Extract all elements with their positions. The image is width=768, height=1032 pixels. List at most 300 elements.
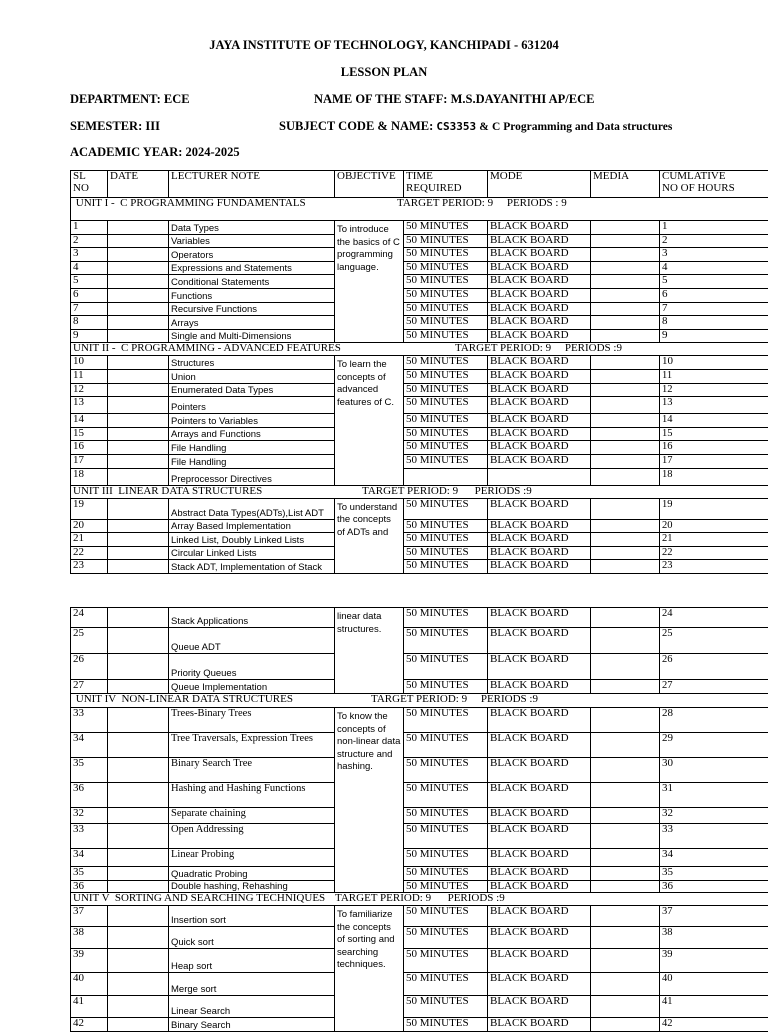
time-required-cell: 50 MINUTES [404,397,488,414]
media-cell [591,708,660,733]
unit-header-row [71,198,768,221]
table-row [71,758,768,783]
media-cell [591,288,660,302]
time-required-cell: 50 MINUTES [404,275,488,289]
cumulative-hours-cell: 31 [660,783,768,808]
mode-cell: BLACK BOARD [488,949,591,973]
lecturer-note-cell: Expressions and Statements [169,261,335,275]
unit-header-row [71,893,768,906]
unit-title: UNIT IV NON-LINEAR DATA STRUCTURES [73,694,293,706]
time-required-cell: 50 MINUTES [404,927,488,949]
media-cell [591,221,660,235]
media-cell [591,867,660,881]
sl-no-cell: 18 [71,468,108,485]
unit-title: UNIT I - C PROGRAMMING FUNDAMENTALS [73,198,306,210]
semester: SEMESTER: III [70,119,160,134]
sl-no-cell: 22 [71,546,108,560]
sl-no-cell: 23 [71,560,108,574]
time-required-cell: 50 MINUTES [404,248,488,262]
table-row [71,454,768,468]
lecturer-note-cell: Abstract Data Types(ADTs),List ADT [169,498,335,519]
media-cell [591,906,660,927]
time-required-cell: 50 MINUTES [404,628,488,654]
sl-no-cell: 13 [71,397,108,414]
time-required-cell: 50 MINUTES [404,546,488,560]
time-required-cell: 50 MINUTES [404,498,488,519]
lecturer-note-cell: Stack ADT, Implementation of Stack [169,560,335,574]
date-cell [108,316,169,330]
media-cell [591,329,660,343]
media-cell [591,427,660,441]
col-time-required: TIME REQUIRED [404,171,488,198]
media-cell [591,849,660,867]
sl-no-cell: 35 [71,867,108,881]
mode-cell: BLACK BOARD [488,316,591,330]
lecturer-note-cell: Linear Probing [169,849,335,867]
cumulative-hours-cell: 25 [660,628,768,654]
subject-line [279,119,672,134]
lecturer-note-cell: Hashing and Hashing Functions [169,783,335,808]
date-cell [108,414,169,428]
mode-cell: BLACK BOARD [488,383,591,397]
time-required-cell: 50 MINUTES [404,302,488,316]
subject-name: C Programming and Data structures [492,121,672,133]
mode-cell: BLACK BOARD [488,454,591,468]
lecturer-note-cell: Merge sort [169,973,335,996]
objective-cell: To familiarize the concepts of sorting and searching techniques. [335,906,404,1032]
lecturer-note-cell: Priority Queues [169,654,335,680]
media-cell [591,275,660,289]
date-cell [108,996,169,1018]
sl-no-cell: 33 [71,824,108,849]
sl-no-cell: 37 [71,906,108,927]
mode-cell: BLACK BOARD [488,560,591,574]
cumulative-hours-cell: 12 [660,383,768,397]
lecturer-note-cell: Queue ADT [169,628,335,654]
cumulative-hours-cell: 30 [660,758,768,783]
time-required-cell: 50 MINUTES [404,234,488,248]
lecturer-note-cell: Linear Search [169,996,335,1018]
cumulative-hours-cell: 10 [660,356,768,370]
time-required-cell: 50 MINUTES [404,949,488,973]
cumulative-hours-cell: 27 [660,680,768,694]
media-cell [591,468,660,485]
date-cell [108,546,169,560]
table-row [71,560,768,574]
sl-no-cell: 6 [71,288,108,302]
table-row [71,427,768,441]
lecturer-note-cell: Array Based Implementation [169,519,335,533]
table-row [71,468,768,485]
staff-name: NAME OF THE STAFF: M.S.DAYANITHI AP/ECE [314,92,594,107]
objective-cell: linear data structures. [335,608,404,694]
date-cell [108,397,169,414]
mode-cell: BLACK BOARD [488,519,591,533]
sl-no-cell: 3 [71,248,108,262]
time-required-cell: 50 MINUTES [404,329,488,343]
mode-cell: BLACK BOARD [488,867,591,881]
table-row [71,680,768,694]
date-cell [108,824,169,849]
department: DEPARTMENT: ECE [70,92,190,107]
unit-target-periods: TARGET PERIOD: 9 PERIODS :9 [362,486,532,497]
media-cell [591,546,660,560]
institute-name: JAYA INSTITUTE OF TECHNOLOGY, KANCHIPADI - 631204 [0,38,768,53]
subject-label: SUBJECT CODE & NAME: [279,119,433,133]
cumulative-hours-cell: 2 [660,234,768,248]
time-required-cell: 50 MINUTES [404,881,488,893]
sl-no-cell: 19 [71,498,108,519]
unit-header-row [71,485,768,498]
unit-header-row [71,694,768,708]
mode-cell: BLACK BOARD [488,808,591,824]
table-row [71,498,768,519]
cumulative-hours-cell: 22 [660,546,768,560]
table-row [71,733,768,758]
mode-cell: BLACK BOARD [488,441,591,455]
table-row [71,708,768,733]
cumulative-hours-cell: 41 [660,996,768,1018]
cumulative-hours-cell: 6 [660,288,768,302]
cumulative-hours-cell: 42 [660,1018,768,1032]
time-required-cell [404,468,488,485]
col-sl-no: SL NO [71,171,108,198]
mode-cell: BLACK BOARD [488,288,591,302]
sl-no-cell: 12 [71,383,108,397]
mode-cell: BLACK BOARD [488,758,591,783]
date-cell [108,608,169,628]
cumulative-hours-cell: 11 [660,369,768,383]
mode-cell: BLACK BOARD [488,221,591,235]
unit-target-periods: TARGET PERIOD: 9 PERIODS :9 [335,893,505,904]
table-row [71,783,768,808]
cumulative-hours-cell: 3 [660,248,768,262]
lecturer-note-cell: Tree Traversals, Expression Trees [169,733,335,758]
cumulative-hours-cell: 14 [660,414,768,428]
date-cell [108,628,169,654]
mode-cell: BLACK BOARD [488,708,591,733]
cumulative-hours-cell: 1 [660,221,768,235]
sl-no-cell: 24 [71,608,108,628]
media-cell [591,758,660,783]
cumulative-hours-cell: 7 [660,302,768,316]
media-cell [591,234,660,248]
date-cell [108,498,169,519]
lecturer-note-cell: Arrays and Functions [169,427,335,441]
media-cell [591,302,660,316]
sl-no-cell: 15 [71,427,108,441]
media-cell [591,949,660,973]
lecturer-note-cell: Pointers [169,397,335,414]
cumulative-hours-cell: 37 [660,906,768,927]
sl-no-cell: 34 [71,849,108,867]
lecturer-note-cell: Linked List, Doubly Linked Lists [169,533,335,547]
lecturer-note-cell: Recursive Functions [169,302,335,316]
mode-cell: BLACK BOARD [488,1018,591,1032]
time-required-cell: 50 MINUTES [404,680,488,694]
table-row [71,949,768,973]
media-cell [591,927,660,949]
sl-no-cell: 7 [71,302,108,316]
sl-no-cell: 39 [71,949,108,973]
time-required-cell: 50 MINUTES [404,288,488,302]
mode-cell: BLACK BOARD [488,733,591,758]
col-lecturer-note: LECTURER NOTE [169,171,335,198]
date-cell [108,329,169,343]
media-cell [591,973,660,996]
time-required-cell: 50 MINUTES [404,758,488,783]
date-cell [108,973,169,996]
sl-no-cell: 8 [71,316,108,330]
date-cell [108,654,169,680]
cumulative-hours-cell: 40 [660,973,768,996]
time-required-cell: 50 MINUTES [404,356,488,370]
cumulative-hours-cell: 17 [660,454,768,468]
lecturer-note-cell: Pointers to Variables [169,414,335,428]
mode-cell: BLACK BOARD [488,397,591,414]
date-cell [108,733,169,758]
sl-no-cell: 26 [71,654,108,680]
cumulative-hours-cell: 21 [660,533,768,547]
media-cell [591,261,660,275]
table-row [71,608,768,628]
media-cell [591,248,660,262]
mode-cell: BLACK BOARD [488,973,591,996]
cumulative-hours-cell: 39 [660,949,768,973]
mode-cell: BLACK BOARD [488,356,591,370]
sl-no-cell: 1 [71,221,108,235]
table-row [71,519,768,533]
unit-title: UNIT II - C PROGRAMMING - ADVANCED FEATURES [73,343,341,355]
lecturer-note-cell: Structures [169,356,335,370]
sl-no-cell: 11 [71,369,108,383]
date-cell [108,560,169,574]
sl-no-cell: 16 [71,441,108,455]
cumulative-hours-cell: 20 [660,519,768,533]
table-row [71,302,768,316]
date-cell [108,680,169,694]
sl-no-cell: 32 [71,808,108,824]
media-cell [591,680,660,694]
time-required-cell: 50 MINUTES [404,654,488,680]
time-required-cell: 50 MINUTES [404,824,488,849]
cumulative-hours-cell: 29 [660,733,768,758]
lecturer-note-cell: Binary Search Tree [169,758,335,783]
table-row [71,927,768,949]
mode-cell: BLACK BOARD [488,654,591,680]
mode-cell: BLACK BOARD [488,849,591,867]
lecturer-note-cell: Quick sort [169,927,335,949]
date-cell [108,906,169,927]
lecturer-note-cell: Arrays [169,316,335,330]
table-row [71,881,768,893]
sl-no-cell: 35 [71,758,108,783]
cumulative-hours-cell: 5 [660,275,768,289]
time-required-cell: 50 MINUTES [404,533,488,547]
sl-no-cell: 14 [71,414,108,428]
table-row [71,397,768,414]
time-required-cell: 50 MINUTES [404,733,488,758]
table-row [71,221,768,235]
cumulative-hours-cell: 16 [660,441,768,455]
lecturer-note-cell: Heap sort [169,949,335,973]
sl-no-cell: 41 [71,996,108,1018]
mode-cell: BLACK BOARD [488,906,591,927]
media-cell [591,454,660,468]
media-cell [591,441,660,455]
cumulative-hours-cell: 8 [660,316,768,330]
table-row [71,234,768,248]
mode-cell: BLACK BOARD [488,329,591,343]
mode-cell: BLACK BOARD [488,302,591,316]
sl-no-cell: 33 [71,708,108,733]
time-required-cell: 50 MINUTES [404,996,488,1018]
mode-cell: BLACK BOARD [488,628,591,654]
cumulative-hours-cell: 38 [660,927,768,949]
cumulative-hours-cell: 35 [660,867,768,881]
time-required-cell: 50 MINUTES [404,441,488,455]
media-cell [591,881,660,893]
table-row [71,996,768,1018]
media-cell [591,654,660,680]
col-objective: OBJECTIVE [335,171,404,198]
lecturer-note-cell: File Handling [169,454,335,468]
lecturer-note-cell: Separate chaining [169,808,335,824]
table-row [71,275,768,289]
document-title: LESSON PLAN [0,65,768,80]
date-cell [108,949,169,973]
media-cell [591,414,660,428]
date-cell [108,302,169,316]
time-required-cell: 50 MINUTES [404,414,488,428]
time-required-cell: 50 MINUTES [404,369,488,383]
cumulative-hours-cell: 4 [660,261,768,275]
media-cell [591,628,660,654]
table-row [71,288,768,302]
objective-cell: To introduce the basics of C programming language. [335,221,404,343]
date-cell [108,356,169,370]
date-cell [108,248,169,262]
date-cell [108,468,169,485]
table-row [71,316,768,330]
date-cell [108,783,169,808]
lecturer-note-cell: Queue Implementation [169,680,335,694]
unit-header [71,198,768,221]
time-required-cell: 50 MINUTES [404,427,488,441]
mode-cell: BLACK BOARD [488,414,591,428]
lecturer-note-cell: Functions [169,288,335,302]
date-cell [108,275,169,289]
date-cell [108,708,169,733]
sl-no-cell: 4 [71,261,108,275]
lecturer-note-cell: Union [169,369,335,383]
time-required-cell: 50 MINUTES [404,849,488,867]
table-row [71,248,768,262]
mode-cell: BLACK BOARD [488,680,591,694]
unit-header [71,485,768,498]
unit-header [71,694,768,708]
date-cell [108,369,169,383]
sl-no-cell: 17 [71,454,108,468]
sl-no-cell: 5 [71,275,108,289]
mode-cell: BLACK BOARD [488,275,591,289]
sl-no-cell: 20 [71,519,108,533]
date-cell [108,288,169,302]
mode-cell: BLACK BOARD [488,783,591,808]
time-required-cell: 50 MINUTES [404,519,488,533]
unit-header [71,893,768,906]
media-cell [591,519,660,533]
table-row [71,1018,768,1032]
table-row [71,329,768,343]
sl-no-cell: 36 [71,881,108,893]
mode-cell: BLACK BOARD [488,498,591,519]
lecturer-note-cell: Variables [169,234,335,248]
date-cell [108,221,169,235]
table-row [71,261,768,275]
mode-cell: BLACK BOARD [488,261,591,275]
table-row [71,654,768,680]
table-row [71,808,768,824]
unit-title: UNIT III LINEAR DATA STRUCTURES [73,485,262,497]
mode-cell: BLACK BOARD [488,369,591,383]
subject-code: CS3353 [436,120,476,133]
sl-no-cell: 10 [71,356,108,370]
table-row [71,533,768,547]
table-row [71,628,768,654]
sl-no-cell: 42 [71,1018,108,1032]
cumulative-hours-cell: 9 [660,329,768,343]
date-cell [108,519,169,533]
lecturer-note-cell: Open Addressing [169,824,335,849]
time-required-cell: 50 MINUTES [404,906,488,927]
mode-cell: BLACK BOARD [488,996,591,1018]
time-required-cell: 50 MINUTES [404,383,488,397]
objective-cell: To learn the concepts of advanced features of C. [335,356,404,485]
mode-cell: BLACK BOARD [488,427,591,441]
cumulative-hours-cell: 32 [660,808,768,824]
sl-no-cell: 27 [71,680,108,694]
date-cell [108,1018,169,1032]
time-required-cell: 50 MINUTES [404,261,488,275]
cumulative-hours-cell: 24 [660,608,768,628]
time-required-cell: 50 MINUTES [404,708,488,733]
lecturer-note-cell: Insertion sort [169,906,335,927]
date-cell [108,881,169,893]
time-required-cell: 50 MINUTES [404,608,488,628]
time-required-cell: 50 MINUTES [404,560,488,574]
time-required-cell: 50 MINUTES [404,1018,488,1032]
lecturer-note-cell: Preprocessor Directives [169,468,335,485]
cumulative-hours-cell: 34 [660,849,768,867]
lecturer-note-cell: Quadratic Probing [169,867,335,881]
lecturer-note-cell: File Handling [169,441,335,455]
cumulative-hours-cell: 19 [660,498,768,519]
unit-target-periods: TARGET PERIOD: 9 PERIODS :9 [371,694,538,705]
lecturer-note-cell: Circular Linked Lists [169,546,335,560]
mode-cell: BLACK BOARD [488,881,591,893]
cumulative-hours-cell: 23 [660,560,768,574]
table-row [71,867,768,881]
sl-no-cell: 2 [71,234,108,248]
date-cell [108,454,169,468]
table-header-row [71,171,768,198]
mode-cell: BLACK BOARD [488,533,591,547]
cumulative-hours-cell: 15 [660,427,768,441]
time-required-cell: 50 MINUTES [404,973,488,996]
date-cell [108,533,169,547]
col-date: DATE [108,171,169,198]
